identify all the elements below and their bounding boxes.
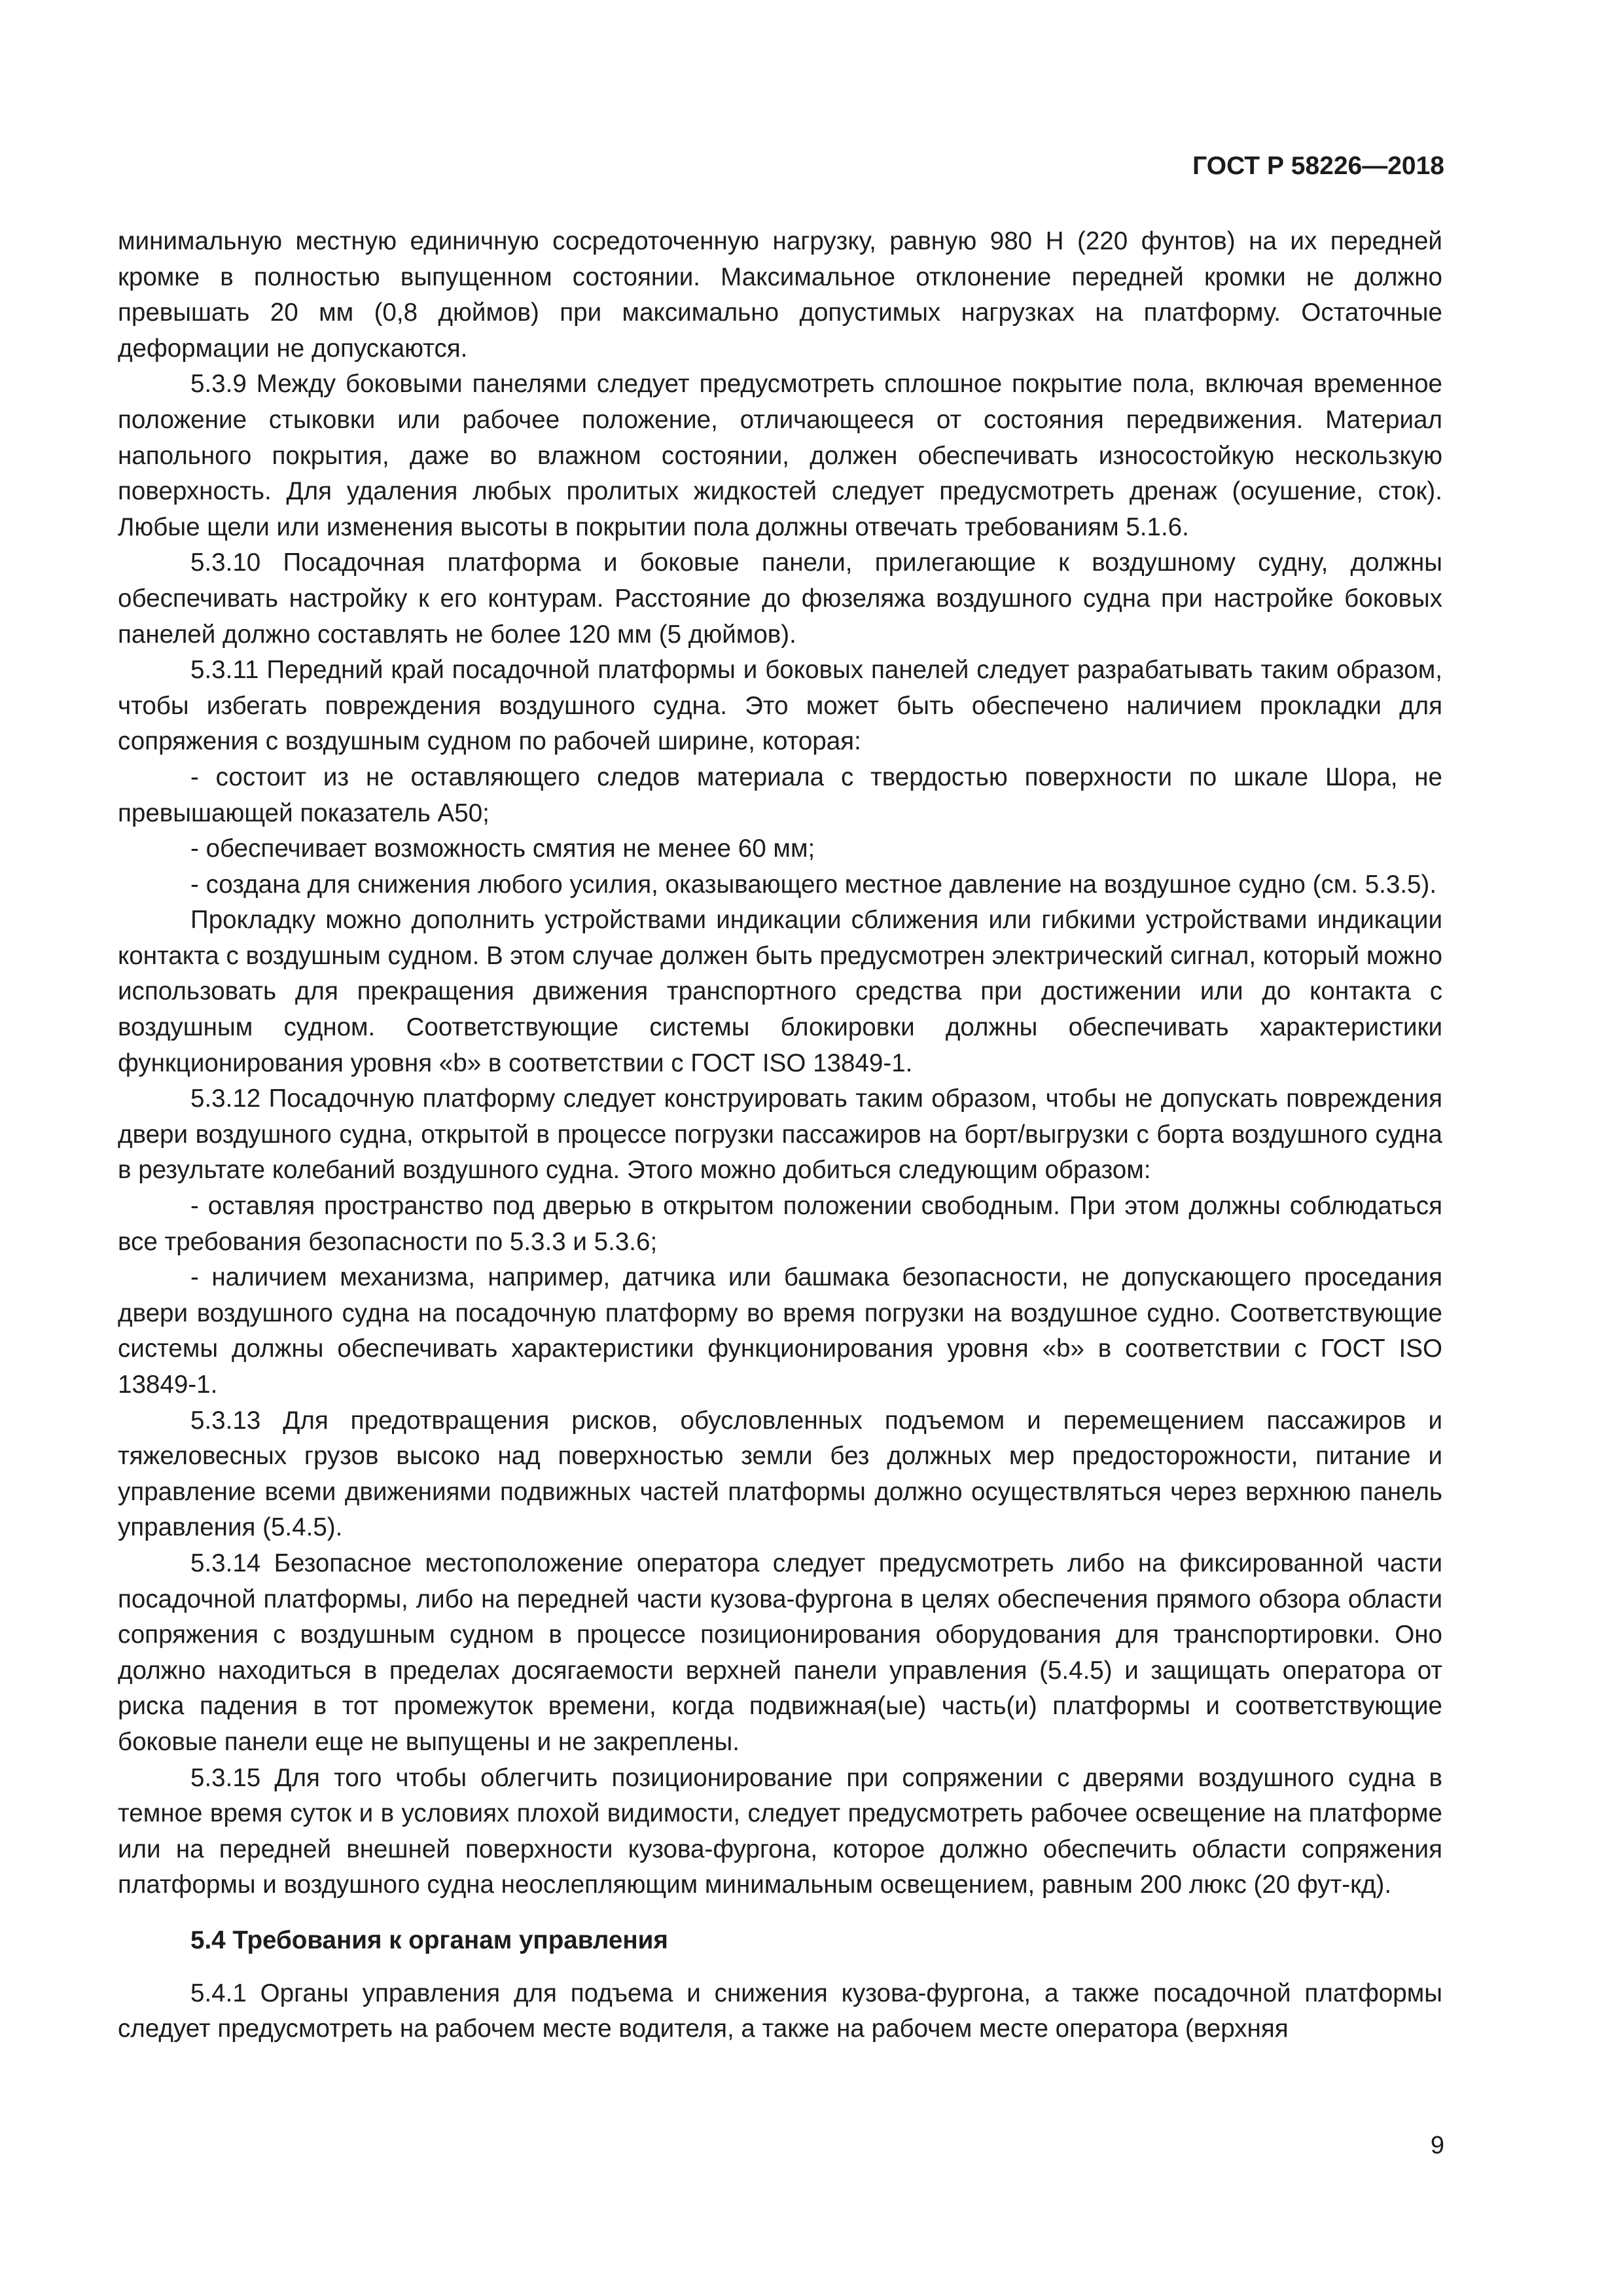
- paragraph-continuation: минимальную местную единичную сосредоточенную нагрузку, равную 980 Н (220 фунтов) на их передней кромке в полностью выпущенном состоянии. Максимальное отклонение передней кромки не должно превышать 20 мм (0,8 дюймов) при максимально допустимых нагрузках на платформу. Остаточные деформации не допускаются.: [118, 227, 1442, 363]
- paragraph-5-3-15: 5.3.15 Для того чтобы облегчить позиционирование при сопряжении с дверями воздушного судна в темное время суток и в условиях плохой видимости, следует предусмотреть рабочее освещение на платформе или на передней внешней поверхности кузова-фургона, которое должно обеспечить области сопряжения платформы и воздушного судна неослепляющим минимальным освещением, равным 200 люкс (20 фут-кд).: [118, 1763, 1442, 1899]
- paragraph-5-3-13: 5.3.13 Для предотвращения рисков, обусловленных подъемом и перемещением пассажиров и тяжеловесных грузов высоко над поверхностью земли без должных мер предосторожности, питание и управление всеми движениями подвижных частей платформы должно осуществляться через верхнюю панель управления (5.4.5).: [118, 1406, 1442, 1542]
- section-heading-5-4: 5.4 Требования к органам управления: [190, 1926, 668, 1954]
- document-standard-id: ГОСТ Р 58226—2018: [1192, 152, 1444, 180]
- paragraph-5-3-11: 5.3.11 Передний край посадочной платформы и боковых панелей следует разрабатывать таким образом, чтобы избегать повреждения воздушного судна. Это может быть обеспечено наличием прокладки для сопряжения с воздушным судном по рабочей ширине, которая:: [118, 656, 1442, 756]
- list-item-5-3-12-1: - оставляя пространство под дверью в открытом положении свободным. При этом должны соблюдаться все требования безопасности по 5.3.3 и 5.3.6;: [118, 1192, 1442, 1256]
- paragraph-5-3-14: 5.3.14 Безопасное местоположение оператора следует предусмотреть либо на фиксированной части посадочной платформы, либо на передней части кузова-фургона в целях обеспечения прямого обзора области сопряжения с воздушным судном в процессе позиционирования оборудования для транспортировки. Оно должно находиться в пределах досягаемости верхней панели управления (5.4.5) и защищать оператора от риска падения в тот промежуток времени, когда подвижная(ые) часть(и) платформы и соответствующие боковые панели еще не выпущены и не закреплены.: [118, 1549, 1442, 1756]
- paragraph-5-3-11-extra: Прокладку можно дополнить устройствами индикации сближения или гибкими устройствами индикации контакта с воздушным судном. В этом случае должен быть предусмотрен электрический сигнал, который можно использовать для прекращения движения транспортного средства при достижении или до контакта с воздушным судном. Соответствующие системы блокировки должны обеспечивать характеристики функционирования уровня «b» в соответствии с ГОСТ ISO 13849-1.: [118, 906, 1442, 1077]
- list-item-5-3-11-2: - обеспечивает возможность смятия не менее 60 мм;: [190, 834, 815, 863]
- page-number: 9: [1430, 2132, 1444, 2159]
- list-item-5-3-12-2: - наличием механизма, например, датчика или башмака безопасности, не допускающего проседания двери воздушного судна на посадочную платформу во время погрузки на воздушное судно. Соответствующие системы должны обеспечивать характеристики функционирования уровня «b» в соответствии с ГОСТ ISO 13849-1.: [118, 1263, 1442, 1399]
- list-item-5-3-11-3: - создана для снижения любого усилия, оказывающего местное давление на воздушное судно (см. 5.3.5).: [190, 870, 1437, 899]
- paragraph-5-4-1: 5.4.1 Органы управления для подъема и снижения кузова-фургона, а также посадочной платформы следует предусмотреть на рабочем месте водителя, а также на рабочем месте оператора (верхняя: [118, 1979, 1442, 2043]
- list-item-5-3-11-1: - состоит из не оставляющего следов материала с твердостью поверхности по шкале Шора, не превышающей показатель А50;: [118, 762, 1442, 827]
- paragraph-5-3-12: 5.3.12 Посадочную платформу следует конструировать таким образом, чтобы не допускать повреждения двери воздушного судна, открытой в процессе погрузки пассажиров на борт/выгрузки с борта воздушного судна в результате колебаний воздушного судна. Этого можно добиться следующим образом:: [118, 1085, 1442, 1185]
- document-body: [118, 224, 1442, 2047]
- paragraph-5-3-10: 5.3.10 Посадочная платформа и боковые панели, прилегающие к воздушному судну, должны обеспечивать настройку к его контурам. Расстояние до фюзеляжа воздушного судна при настройке боковых панелей должно составлять не более 120 мм (5 дюймов).: [118, 548, 1442, 649]
- paragraph-5-3-9: 5.3.9 Между боковыми панелями следует предусмотреть сплошное покрытие пола, включая временное положение стыковки или рабочее положение, отличающееся от состояния передвижения. Материал напольного покрытия, даже во влажном состоянии, должен обеспечивать износостойкую нескользкую поверхность. Для удаления любых пролитых жидкостей следует предусмотреть дренаж (осушение, сток). Любые щели или изменения высоты в покрытии пола должны отвечать требованиям 5.1.6.: [118, 370, 1442, 541]
